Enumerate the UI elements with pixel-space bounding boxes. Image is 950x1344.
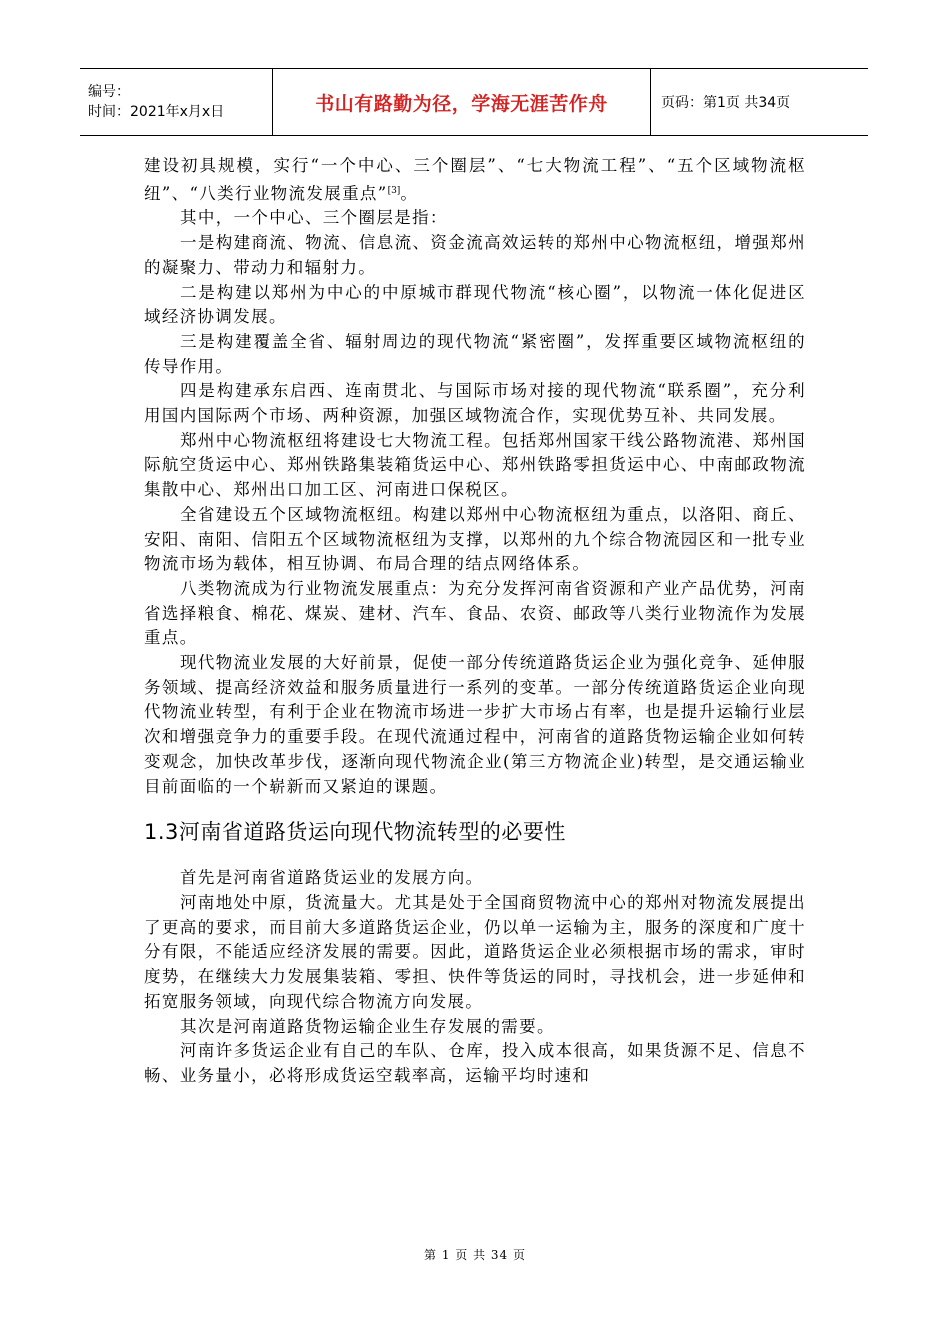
header-motto: 书山有路勤为径，学海无涯苦作舟 bbox=[315, 92, 608, 115]
paragraph: 一是构建商流、物流、信息流、资金流高效运转的郑州中心物流枢纽，增强郑州的凝聚力、带动力和辐射力。 bbox=[144, 233, 806, 277]
header-page-cell bbox=[651, 69, 868, 135]
paragraph: 三是构建覆盖全省、辐射周边的现代物流“紧密圈”，发挥重要区域物流枢纽的传导作用。 bbox=[144, 331, 806, 376]
section-heading: 1.3河南省道路货运向现代物流转型的必要性 bbox=[144, 820, 566, 845]
document-body bbox=[144, 154, 806, 1089]
paragraph: 首先是河南省道路货运业的发展方向。 bbox=[180, 868, 484, 888]
header-meta-cell bbox=[80, 69, 273, 135]
paragraph: 八类物流成为行业物流发展重点：为充分发挥河南省资源和产业产品优势，河南省选择粮食、棉花、煤炭、建材、汽车、食品、农资、邮政等八类行业物流作为发展重点。 bbox=[144, 578, 806, 648]
paragraph-text: 建设初具规模，实行“一个中心、三个圈层”、“七大物流工程”、“五个区域物流枢纽”、“八类行业物流发展重点” bbox=[144, 156, 806, 203]
paragraph-end: 。 bbox=[400, 183, 419, 203]
header-page-number: 页码：第1页 共34页 bbox=[661, 95, 791, 111]
paragraph bbox=[144, 154, 806, 206]
citation-ref: [3] bbox=[387, 185, 401, 196]
page-footer: 第 1 页 共 34 页 bbox=[424, 1248, 526, 1262]
header-motto-cell bbox=[273, 69, 651, 135]
paragraph: 郑州中心物流枢纽将建设七大物流工程。包括郑州国家干线公路物流港、郑州国际航空货运中心、郑州铁路集装箱货运中心、郑州铁路零担货运中心、中南邮政物流集散中心、郑州出口加工区、河南进口保税区。 bbox=[144, 430, 806, 500]
page-header bbox=[80, 68, 868, 136]
date-label: 时间：2021年x月x日 bbox=[88, 104, 225, 120]
paragraph: 四是构建承东启西、连南贯北、与国际市场对接的现代物流“联系圈”，充分利用国内国际两个市场、两种资源，加强区域物流合作，实现优势互补、共同发展。 bbox=[144, 381, 806, 426]
paragraph: 现代物流业发展的大好前景，促使一部分传统道路货运企业为强化竞争、延伸服务领域、提高经济效益和服务质量进行一系列的变革。一部分传统道路货运企业向现代物流业转型，有利于企业在物流市场进一步扩大市场占有率，也是提升运输行业层次和增强竞争力的重要手段。在现代流通过程中，河南省的道路货物运输企业如何转变观念，加快改革步伐，逐渐向现代物流企业(第三方物流企业)转型，是交通运输业目前面临的一个崭新而又紧迫的课题。 bbox=[144, 653, 806, 796]
serial-number-label: 编号： bbox=[88, 84, 130, 100]
paragraph: 其次是河南道路货物运输企业生存发展的需要。 bbox=[180, 1016, 555, 1036]
paragraph: 二是构建以郑州为中心的中原城市群现代物流“核心圈”，以物流一体化促进区域经济协调发展。 bbox=[144, 282, 806, 327]
paragraph: 河南许多货运企业有自己的车队、仓库，投入成本很高，如果货源不足、信息不畅、业务量小，必将形成货运空载率高，运输平均时速和 bbox=[144, 1041, 806, 1085]
paragraph: 其中，一个中心、三个圈层是指： bbox=[180, 208, 448, 228]
paragraph: 全省建设五个区域物流枢纽。构建以郑州中心物流枢纽为重点，以洛阳、商丘、安阳、南阳、信阳五个区域物流枢纽为支撑，以郑州的九个综合物流园区和一批专业物流市场为载体，相互协调、布局合理的结点网络体系。 bbox=[144, 504, 806, 574]
paragraph: 河南地处中原，货流量大。尤其是处于全国商贸物流中心的郑州对物流发展提出了更高的要求，而目前大多道路货运企业，仍以单一运输为主，服务的深度和广度十分有限，不能适应经济发展的需要。因此，道路货运企业必须根据市场的需求，审时度势，在继续大力发展集装箱、零担、快件等货运的同时，寻找机会，进一步延伸和拓宽服务领域，向现代综合物流方向发展。 bbox=[144, 892, 806, 1011]
